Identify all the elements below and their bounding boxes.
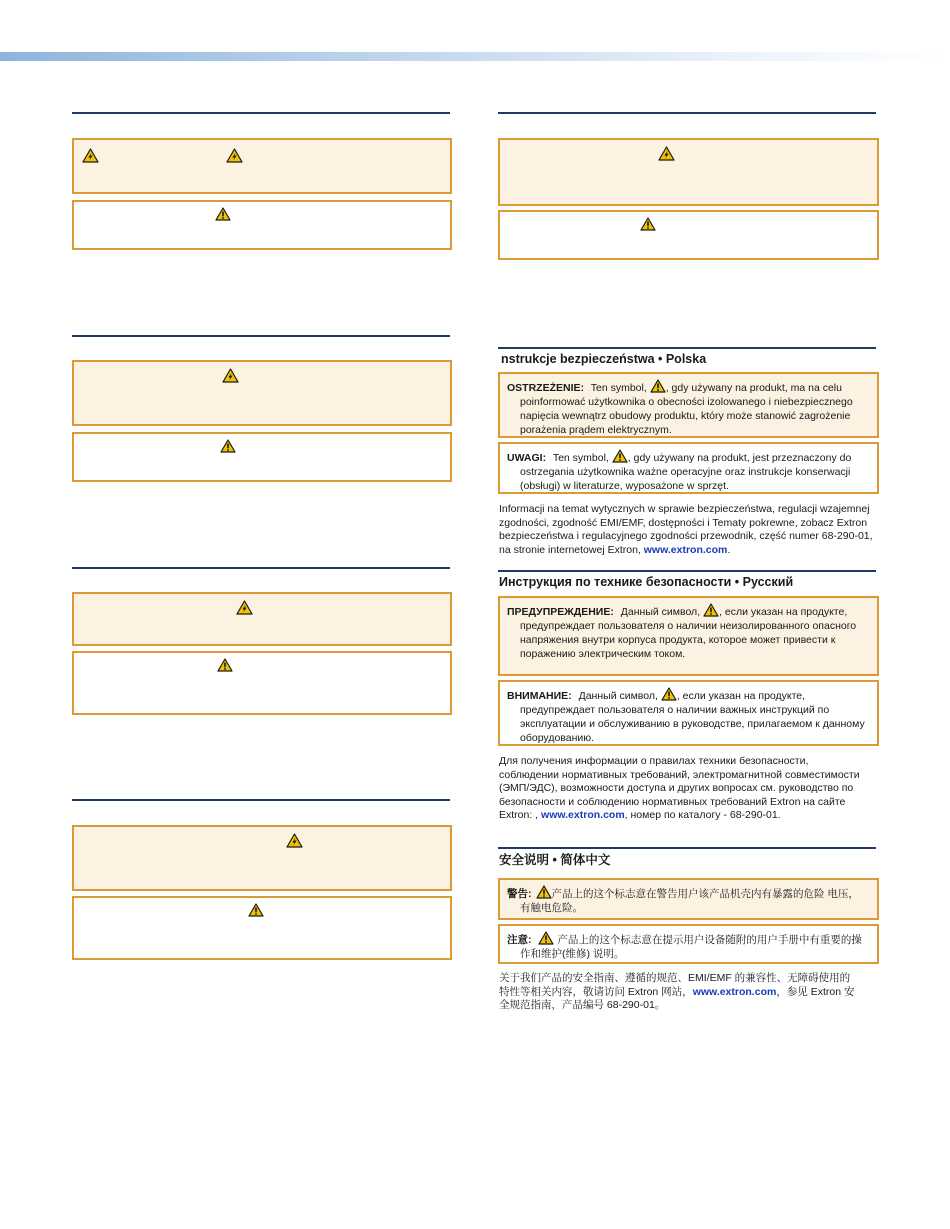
lightning-warning-icon — [82, 148, 99, 163]
caution-exclamation-icon — [248, 903, 264, 917]
caution-box-russian — [498, 680, 879, 746]
warning-label: OSTRZEŻENIE: — [507, 382, 585, 394]
caution-box — [72, 200, 452, 250]
info-text-russian: Для получения информации о правилах техники безопасности, соблюдении нормативных требований, электромагнитной совместимости (ЭМП/ЭДС), возможности доступа и других вопросах см. руководство по безопасности и соблюдению нормативных требований Extron на сайте Extron: , www.extron.com, номер по каталогу - 68-290-01. — [499, 755, 860, 821]
section-rule — [72, 567, 450, 569]
caution-box-polish — [498, 442, 879, 494]
lightning-warning-icon — [236, 600, 253, 615]
section-rule — [72, 335, 450, 337]
extron-link[interactable]: www.extron.com — [643, 543, 728, 556]
caution-exclamation-icon — [703, 603, 719, 617]
lightning-warning-icon — [222, 368, 239, 383]
caution-exclamation-icon — [612, 449, 628, 463]
lightning-warning-icon — [658, 146, 675, 161]
caution-exclamation-icon — [217, 658, 233, 672]
section-heading-chinese: 安全说明 • 简体中文 — [499, 853, 611, 867]
caution-box — [72, 432, 452, 482]
warning-box-russian — [498, 596, 879, 676]
warning-box-polish — [498, 372, 879, 438]
info-text-chinese: 关于我们产品的安全指南、遵循的规范、EMI/EMF 的兼容性、无障碍使用的特性等相关内容，敬请访问 Extron 网站，www.extron.com，参见 Extron 安全规范指南，产品编号 68-290-01。 — [499, 972, 855, 1011]
warning-box — [72, 825, 452, 891]
caution-box-chinese — [498, 924, 879, 964]
warning-text-polish: OSTRZEŻENIE: Ten symbol, , gdy używany na produkt, ma na celu poinformować użytkownika o obecności izolowanego i niebezpiecznego napięcia wewnątrz obudowy produktu, który może stanowić zagrożenie porażenia prądem elektrycznym. — [500, 374, 877, 441]
section-rule — [498, 112, 876, 114]
warning-box-chinese — [498, 878, 879, 920]
warning-box — [498, 138, 879, 206]
caution-exclamation-icon — [538, 931, 554, 945]
note-text-polish: UWAGI: Ten symbol, , gdy używany na produkt, jest przeznaczony do ostrzegania użytkownika ważne operacyjne oraz instrukcje konserwacji (obsługi) w literaturze, wyposażone w sprzęt. — [500, 444, 877, 497]
caution-box — [72, 896, 452, 960]
warning-label: ПРЕДУПРЕЖДЕНИЕ: — [507, 606, 614, 618]
lightning-warning-icon — [226, 148, 243, 163]
caution-exclamation-icon — [650, 379, 666, 393]
warning-text-russian: ПРЕДУПРЕЖДЕНИЕ: Данный символ, , если указан на продукте, предупреждает пользователя о наличии неизолированного опасного напряжения внутри корпуса продукта, которое может привести к поражению электрическим током. — [500, 598, 877, 665]
header-gradient-bar — [0, 52, 950, 61]
extron-link[interactable]: www.extron.com — [692, 985, 777, 998]
section-rule — [72, 799, 450, 801]
section-heading-russian: Инструкция по технике безопасности • Русский — [499, 575, 794, 589]
section-rule — [498, 570, 876, 572]
note-label: ВНИМАНИЕ: — [507, 690, 572, 702]
caution-box — [72, 651, 452, 715]
caution-exclamation-icon — [661, 687, 677, 701]
warning-text-chinese: 警告: 产品上的这个标志意在警告用户该产品机壳内有暴露的危险 电压，有触电危险。 — [500, 880, 877, 919]
info-text-polish: Informacji na temat wytycznych w sprawie bezpieczeństwa, regulacji wzajemnej zgodności, zgodność EMI/EMF, dostępności i Tematy pokrewne, zobacz Extron bezpieczeństwa i regulacyjnego zgodności przewodnik, część numer 68-290-01, na stronie internetowej Extron, www.extron.com. — [499, 503, 873, 556]
section-rule — [72, 112, 450, 114]
caution-exclamation-icon — [640, 217, 656, 231]
lightning-warning-icon — [286, 833, 303, 848]
warning-box — [72, 138, 452, 194]
note-text-russian: ВНИМАНИЕ: Данный символ, , если указан на продукте, предупреждает пользователя о наличии важных инструкций по эксплуатации и обслуживанию в руководстве, прилагаемом к данному оборудованию. — [500, 682, 877, 749]
caution-box — [498, 210, 879, 260]
warning-box — [72, 592, 452, 646]
extron-link[interactable]: www.extron.com — [541, 809, 625, 821]
caution-exclamation-icon — [215, 207, 231, 221]
section-rule — [498, 347, 876, 349]
warning-box — [72, 360, 452, 426]
caution-exclamation-icon — [220, 439, 236, 453]
note-label: UWAGI: — [507, 452, 547, 464]
note-text-chinese: 注意: 产品上的这个标志意在提示用户设备随附的用户手册中有重要的操作和维护(维修) 说明。 — [500, 926, 877, 965]
caution-exclamation-icon — [536, 885, 552, 899]
warning-label: 警告: — [507, 888, 532, 900]
section-rule — [498, 847, 876, 849]
note-label: 注意: — [507, 934, 532, 946]
section-heading-polish: nstrukcje bezpieczeństwa • Polska — [501, 352, 707, 366]
